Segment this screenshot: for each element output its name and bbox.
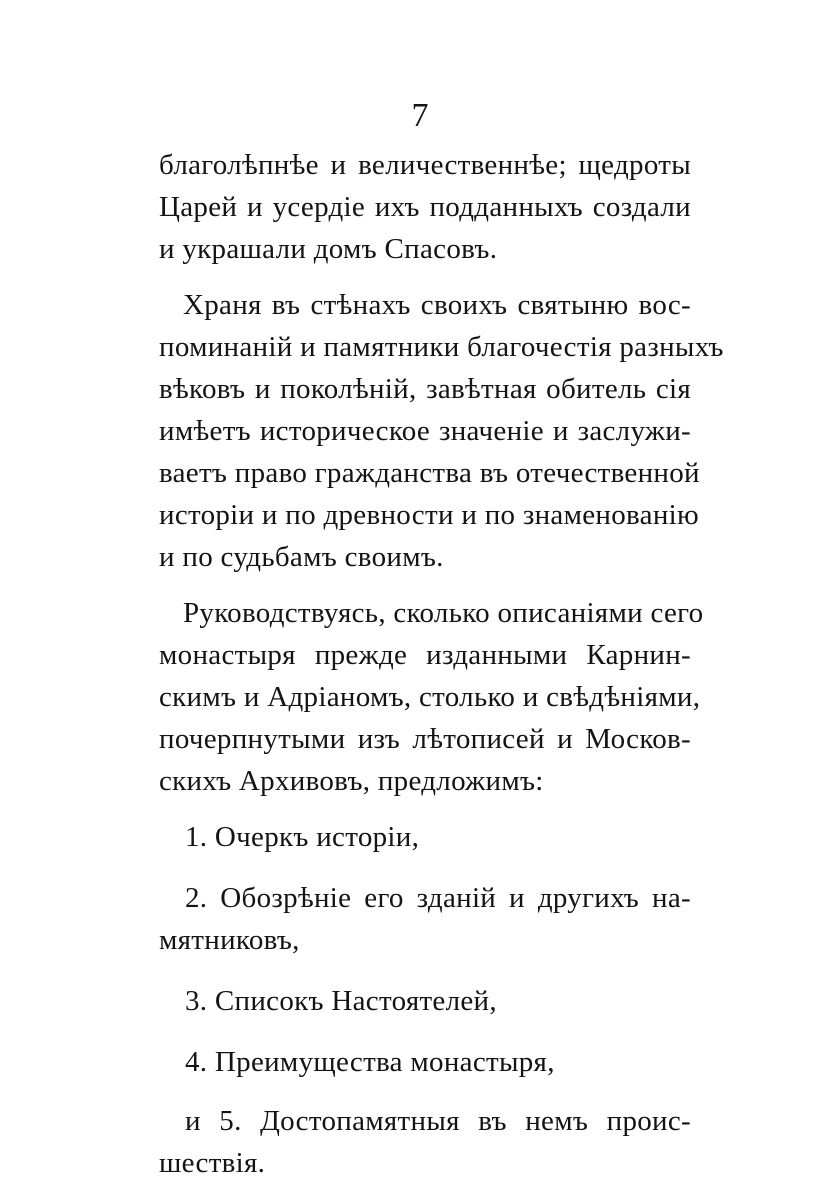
text-line: исторіи и по древности и по знаменованію (159, 499, 699, 531)
paragraph-1 (159, 144, 691, 270)
text-line: 4. Преимущества монастыря, (185, 1046, 555, 1078)
list-item (159, 816, 691, 858)
text-line: монастыря прежде изданными Карнин- (159, 639, 691, 671)
paragraph-3 (159, 592, 704, 802)
text-line: вѣковъ и поколѣній, завѣтная обитель сія (159, 373, 691, 405)
text-line: Руководствуясь, сколько описаніями сего (183, 597, 704, 629)
text-line: 1. Очеркъ исторіи, (185, 821, 420, 853)
text-line: поминаній и памятники благочестія разныхъ (159, 331, 724, 363)
list-item (159, 1100, 691, 1184)
text-line: и украшали домъ Спасовъ. (159, 233, 498, 265)
text-line: скимъ и Адріаномъ, столько и свѣдѣніями, (159, 681, 701, 713)
contents-list (159, 816, 691, 1184)
text-line: Царей и усердіе ихъ подданныхъ создали (159, 191, 691, 223)
page-body (159, 144, 724, 1203)
list-item (159, 980, 691, 1022)
paragraph-2 (159, 284, 724, 578)
list-item (159, 877, 691, 961)
page-number: 7 (411, 97, 429, 134)
text-line: 2. Обозрѣніе его зданій и другихъ на- (185, 882, 691, 914)
text-line: и по судьбамъ своимъ. (159, 541, 444, 573)
list-item (159, 1041, 691, 1083)
text-line: шествія. (159, 1147, 266, 1179)
text-line: Храня въ стѣнахъ своихъ святыню вос- (183, 289, 691, 321)
text-line: благолѣпнѣе и величественнѣе; щедроты (159, 149, 691, 181)
text-line: имѣетъ историческое значеніе и заслужи- (159, 415, 691, 447)
text-line: мятниковъ, (159, 924, 300, 956)
text-line: скихъ Архивовъ, предложимъ: (159, 765, 544, 797)
text-line: и 5. Достопамятныя въ немъ проис- (185, 1105, 691, 1137)
text-line: ваетъ право гражданства въ отечественной (159, 457, 700, 489)
text-line: почерпнутыми изъ лѣтописей и Москов- (159, 723, 691, 755)
text-line: 3. Списокъ Настоятелей, (185, 985, 497, 1017)
